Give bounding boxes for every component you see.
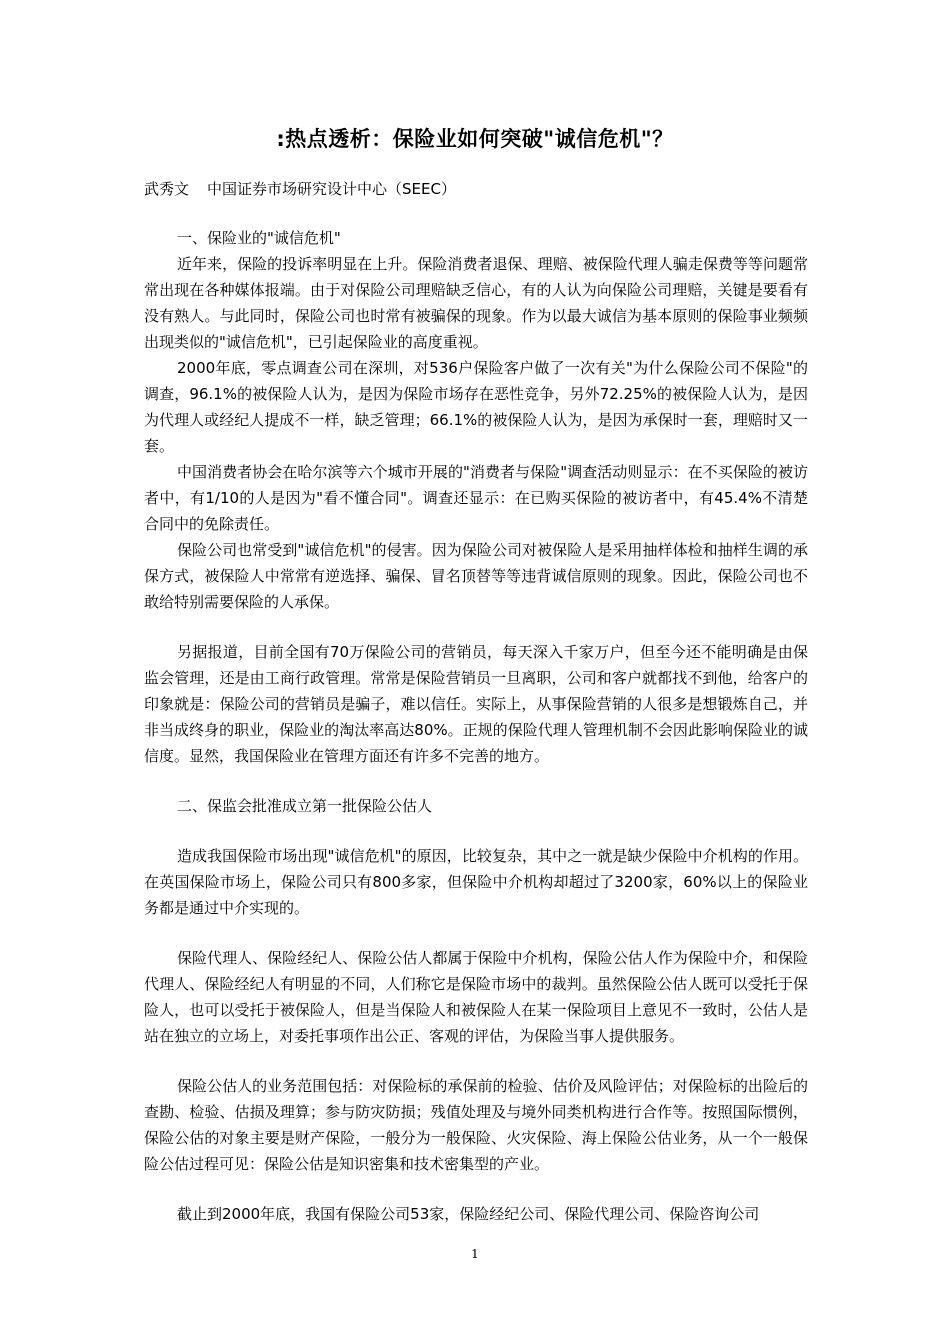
- paragraph-gap: [144, 819, 808, 843]
- paragraph: 2000年底，零点调查公司在深圳，对536户保险客户做了一次有关"为什么保险公司不保险"的调查，96.1%的被保险人认为，是因为保险市场存在恶性竞争，另外72.25%的被保险人认为，是因为代理人或经纪人提成不一样，缺乏管理；66.1%的被保险人认为，是因为承保时一套，理赔时又一套。: [144, 359, 808, 455]
- section-heading-2: 二、保监会批准成立第一批保险公估人: [177, 797, 433, 815]
- paragraph-gap: [144, 1177, 808, 1201]
- author-line: [144, 178, 456, 200]
- paragraph: 截止到2000年底，我国有保险公司53家，保险经纪公司、保险代理公司、保险咨询公司: [177, 1205, 760, 1223]
- section-heading-1: 一、保险业的"诚信危机": [177, 229, 341, 247]
- paragraph: 中国消费者协会在哈尔滨等六个城市开展的"消费者与保险"调查活动则显示：在不买保险的被访者中，有1/10的人是因为"看不懂合同"。调查还显示：在已购买保险的被访者中，有45.4%不清楚合同中的免除责任。: [144, 463, 808, 533]
- document-title: :热点透析：保险业如何突破"诚信危机"？: [276, 127, 674, 151]
- paragraph: 保险公司也常受到"诚信危机"的侵害。因为保险公司对被保险人是采用抽样体检和抽样生调的承保方式，被保险人中常常有逆选择、骗保、冒名顶替等等违背诚信原则的现象。因此，保险公司也不敢给特别需要保险的人承保。: [144, 541, 808, 611]
- page-number: 1: [471, 1247, 479, 1261]
- paragraph: 保险代理人、保险经纪人、保险公估人都属于保险中介机构，保险公估人作为保险中介，和保险代理人、保险经纪人有明显的不同，人们称它是保险市场中的裁判。虽然保险公估人既可以受托于保险人，也可以受托于被保险人，但是当保险人和被保险人在某一保险项目上意见不一致时，公估人是站在独立的立场上，对委托事项作出公正、客观的评估，为保险当事人提供服务。: [144, 949, 808, 1045]
- document-body: [144, 225, 808, 1227]
- paragraph: 造成我国保险市场出现"诚信危机"的原因，比较复杂，其中之一就是缺少保险中介机构的作用。在英国保险市场上，保险公司只有800多家，但保险中介机构却超过了3200家，60%以上的保险业务都是通过中介实现的。: [144, 847, 808, 917]
- author-name: 武秀文: [144, 180, 190, 198]
- paragraph-gap: [144, 769, 808, 793]
- paragraph-gap: [144, 615, 808, 639]
- paragraph-gap: [144, 921, 808, 945]
- paragraph: 另据报道，目前全国有70万保险公司的营销员，每天深入千家万户，但至今还不能明确是由保监会管理，还是由工商行政管理。常常是保险营销员一旦离职，公司和客户就都找不到他，给客户的印象就是：保险公司的营销员是骗子，难以信任。实际上，从事保险营销的人很多是想锻炼自己，并非当成终身的职业，保险业的淘汰率高达80%。正规的保险代理人管理机制不会因此影响保险业的诚信度。显然，我国保险业在管理方面还有许多不完善的地方。: [144, 643, 808, 765]
- paragraph: 近年来，保险的投诉率明显在上升。保险消费者退保、理赔、被保险代理人骗走保费等等问题常常出现在各种媒体报端。由于对保险公司理赔缺乏信心，有的人认为向保险公司理赔，关键是要看有没有熟人。与此同时，保险公司也时常有被骗保的现象。作为以最大诚信为基本原则的保险事业频频出现类似的"诚信危机"，已引起保险业的高度重视。: [144, 255, 808, 351]
- paragraph-gap: [144, 1049, 808, 1073]
- author-organization: 中国证券市场研究设计中心（SEEC）: [207, 180, 456, 198]
- paragraph: 保险公估人的业务范围包括：对保险标的承保前的检验、估价及风险评估；对保险标的出险后的查勘、检验、估损及理算；参与防灾防损；残值处理及与境外同类机构进行合作等。按照国际惯例，保险公估的对象主要是财产保险，一般分为一般保险、火灾保险、海上保险公估业务，从一个一般保险公估过程可见：保险公估是知识密集和技术密集型的产业。: [144, 1077, 808, 1173]
